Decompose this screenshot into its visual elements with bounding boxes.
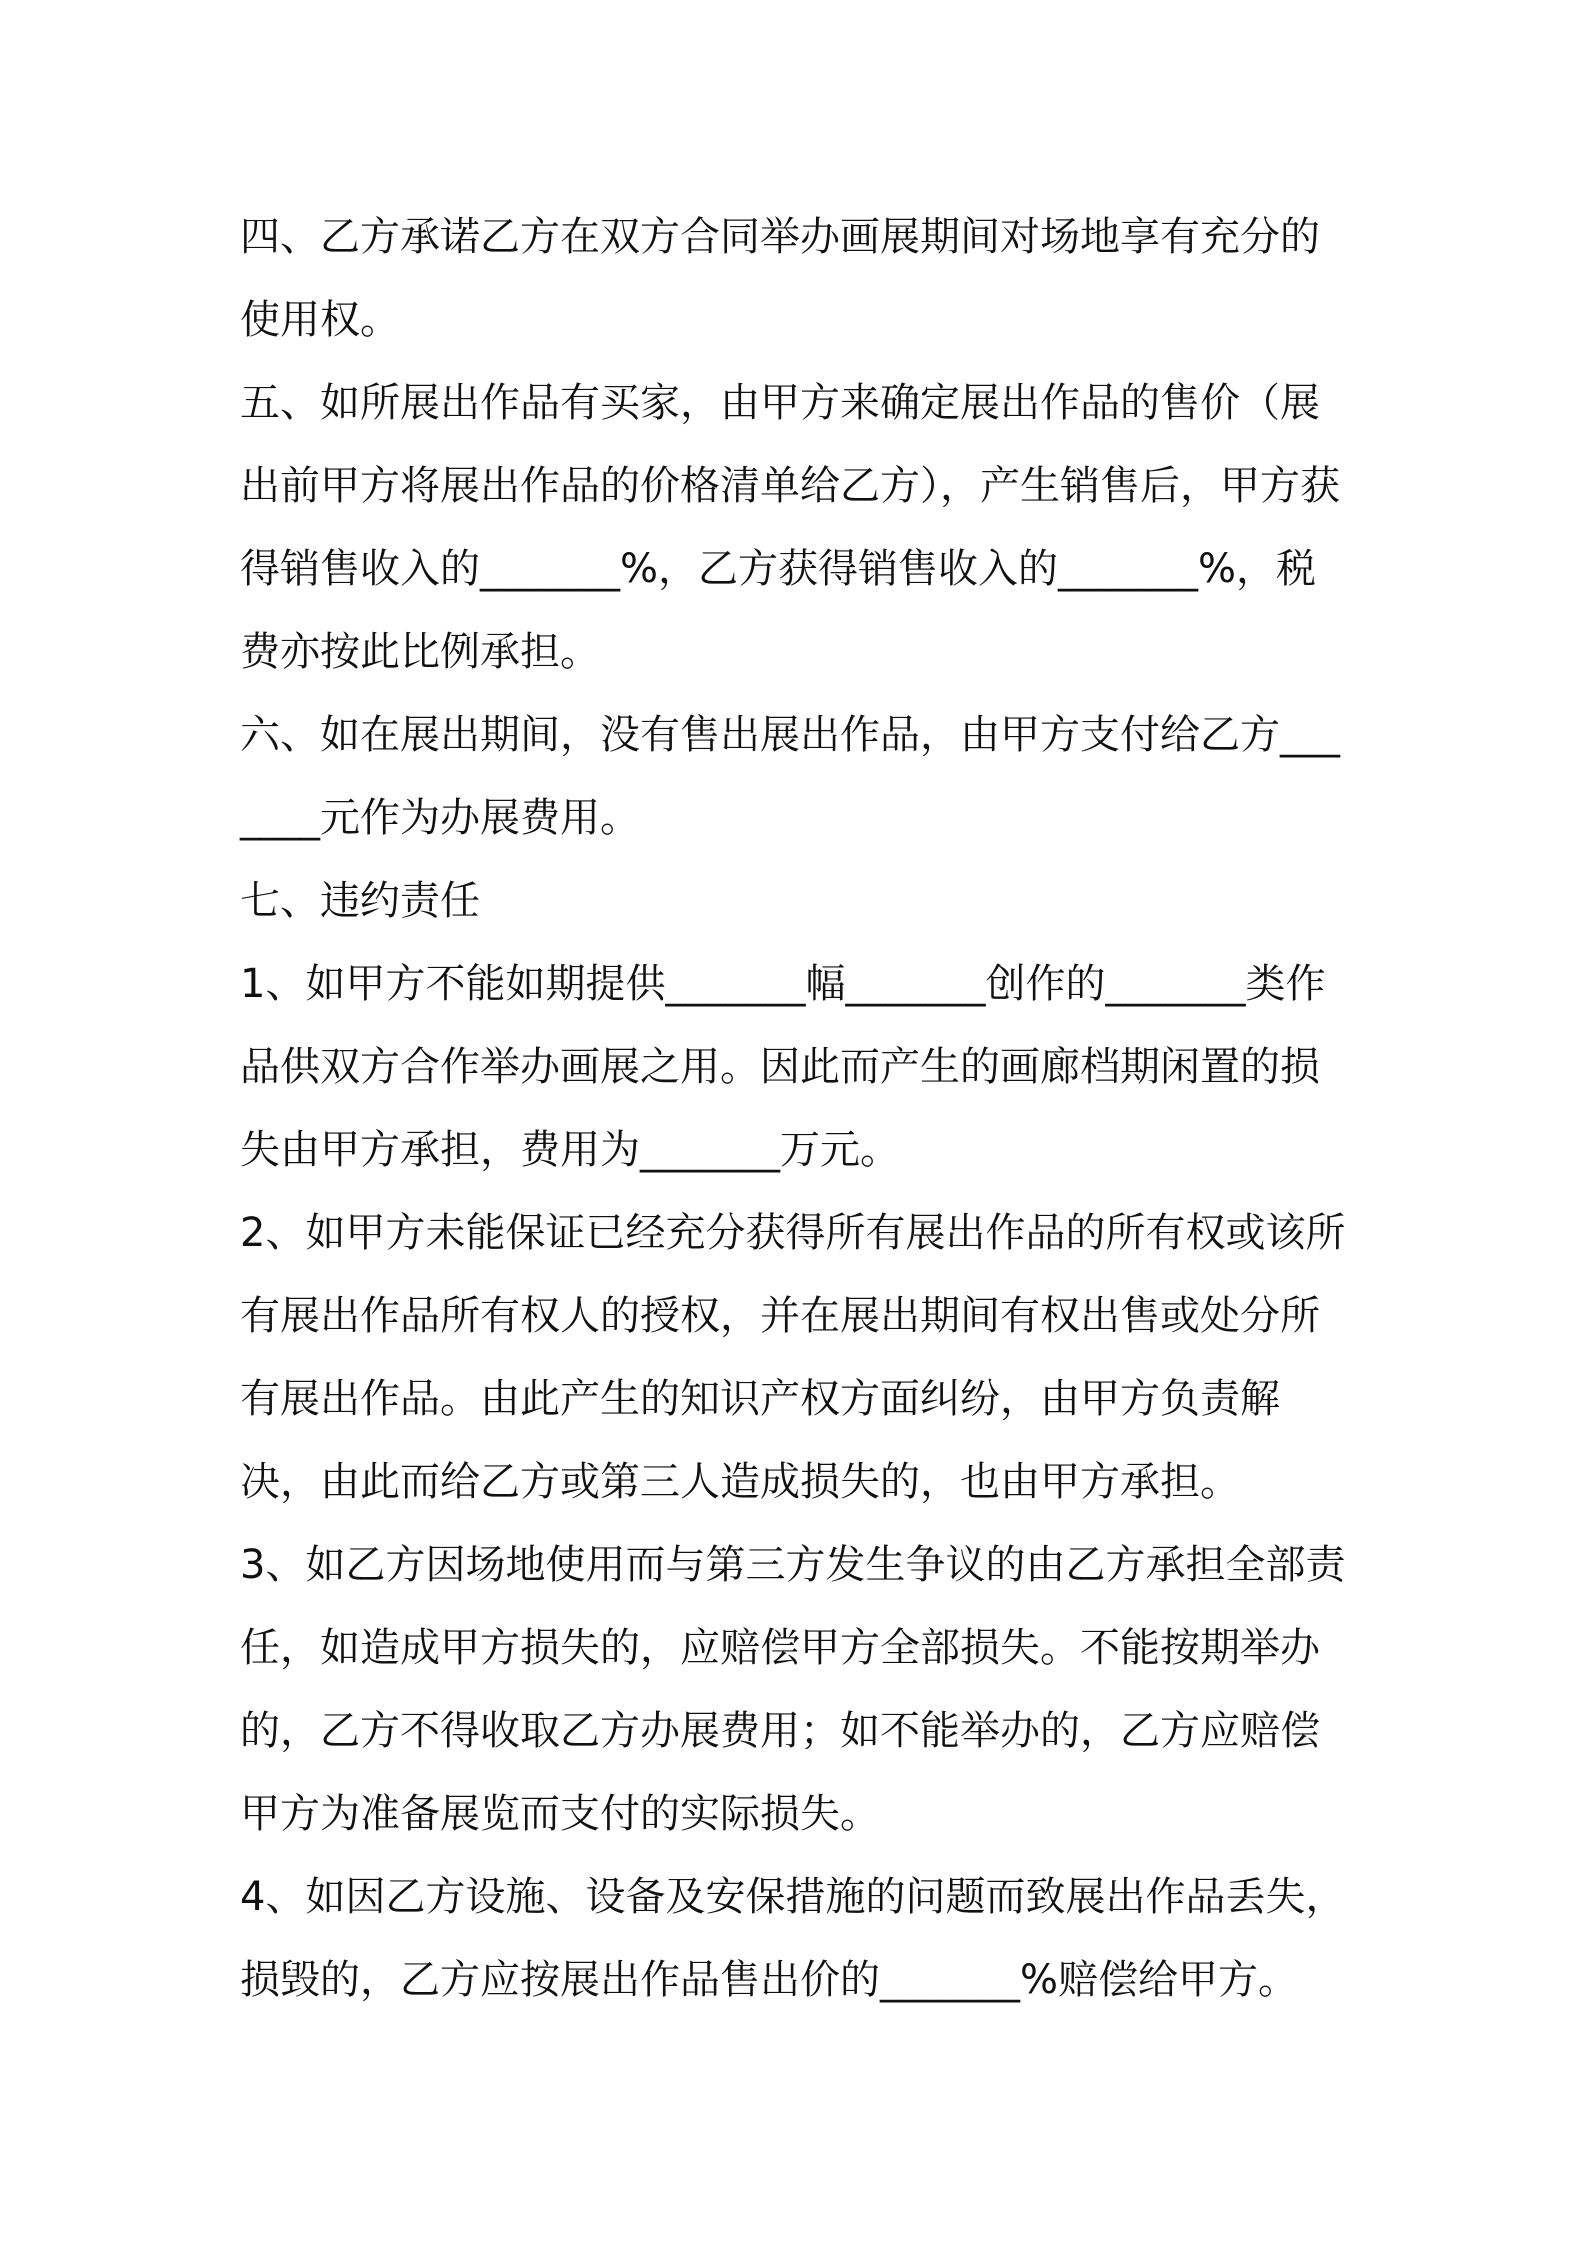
- paragraph-venue-right: 四、乙方承诺乙方在双方合同举办画展期间对场地享有充分的使用权。: [240, 214, 1320, 343]
- section-heading-liability: 七、违约责任: [240, 878, 480, 924]
- paragraph-sales-split: 五、如所展出作品有买家，由甲方来确定展出作品的售价（展出前甲方将展出作品的价格清单给乙方），产生销售后，甲方获得销售收入的_______%，乙方获得销售收入的_______%，税费亦按此比例承担。: [240, 380, 1340, 675]
- paragraph-clause-2: 2、如甲方未能保证已经充分获得所有展出作品的所有权或该所有展出作品所有权人的授权，并在展出期间有权出售或处分所有展出作品。由此产生的知识产权方面纠纷，由甲方负责解决，由此而给乙方或第三人造成损失的，也由甲方承担。: [240, 1210, 1346, 1505]
- paragraph-clause-4: 4、如因乙方设施、设备及安保措施的问题而致展出作品丢失，损毁的，乙方应按展出作品售出价的_______%赔偿给甲方。: [240, 1874, 1346, 2003]
- document-body: [240, 196, 1350, 2022]
- paragraph-exhibition-fee: 六、如在展出期间，没有售出展出作品，由甲方支付给乙方_______元作为办展费用。: [240, 712, 1340, 841]
- paragraph-clause-1: 1、如甲方不能如期提供_______幅_______创作的_______类作品供双方合作举办画展之用。因此而产生的画廊档期闲置的损失由甲方承担，费用为_______万元。: [240, 961, 1326, 1173]
- paragraph-clause-3: 3、如乙方因场地使用而与第三方发生争议的由乙方承担全部责任，如造成甲方损失的，应赔偿甲方全部损失。不能按期举办的，乙方不得收取乙方办展费用；如不能举办的，乙方应赔偿甲方为准备展览而支付的实际损失。: [240, 1542, 1346, 1837]
